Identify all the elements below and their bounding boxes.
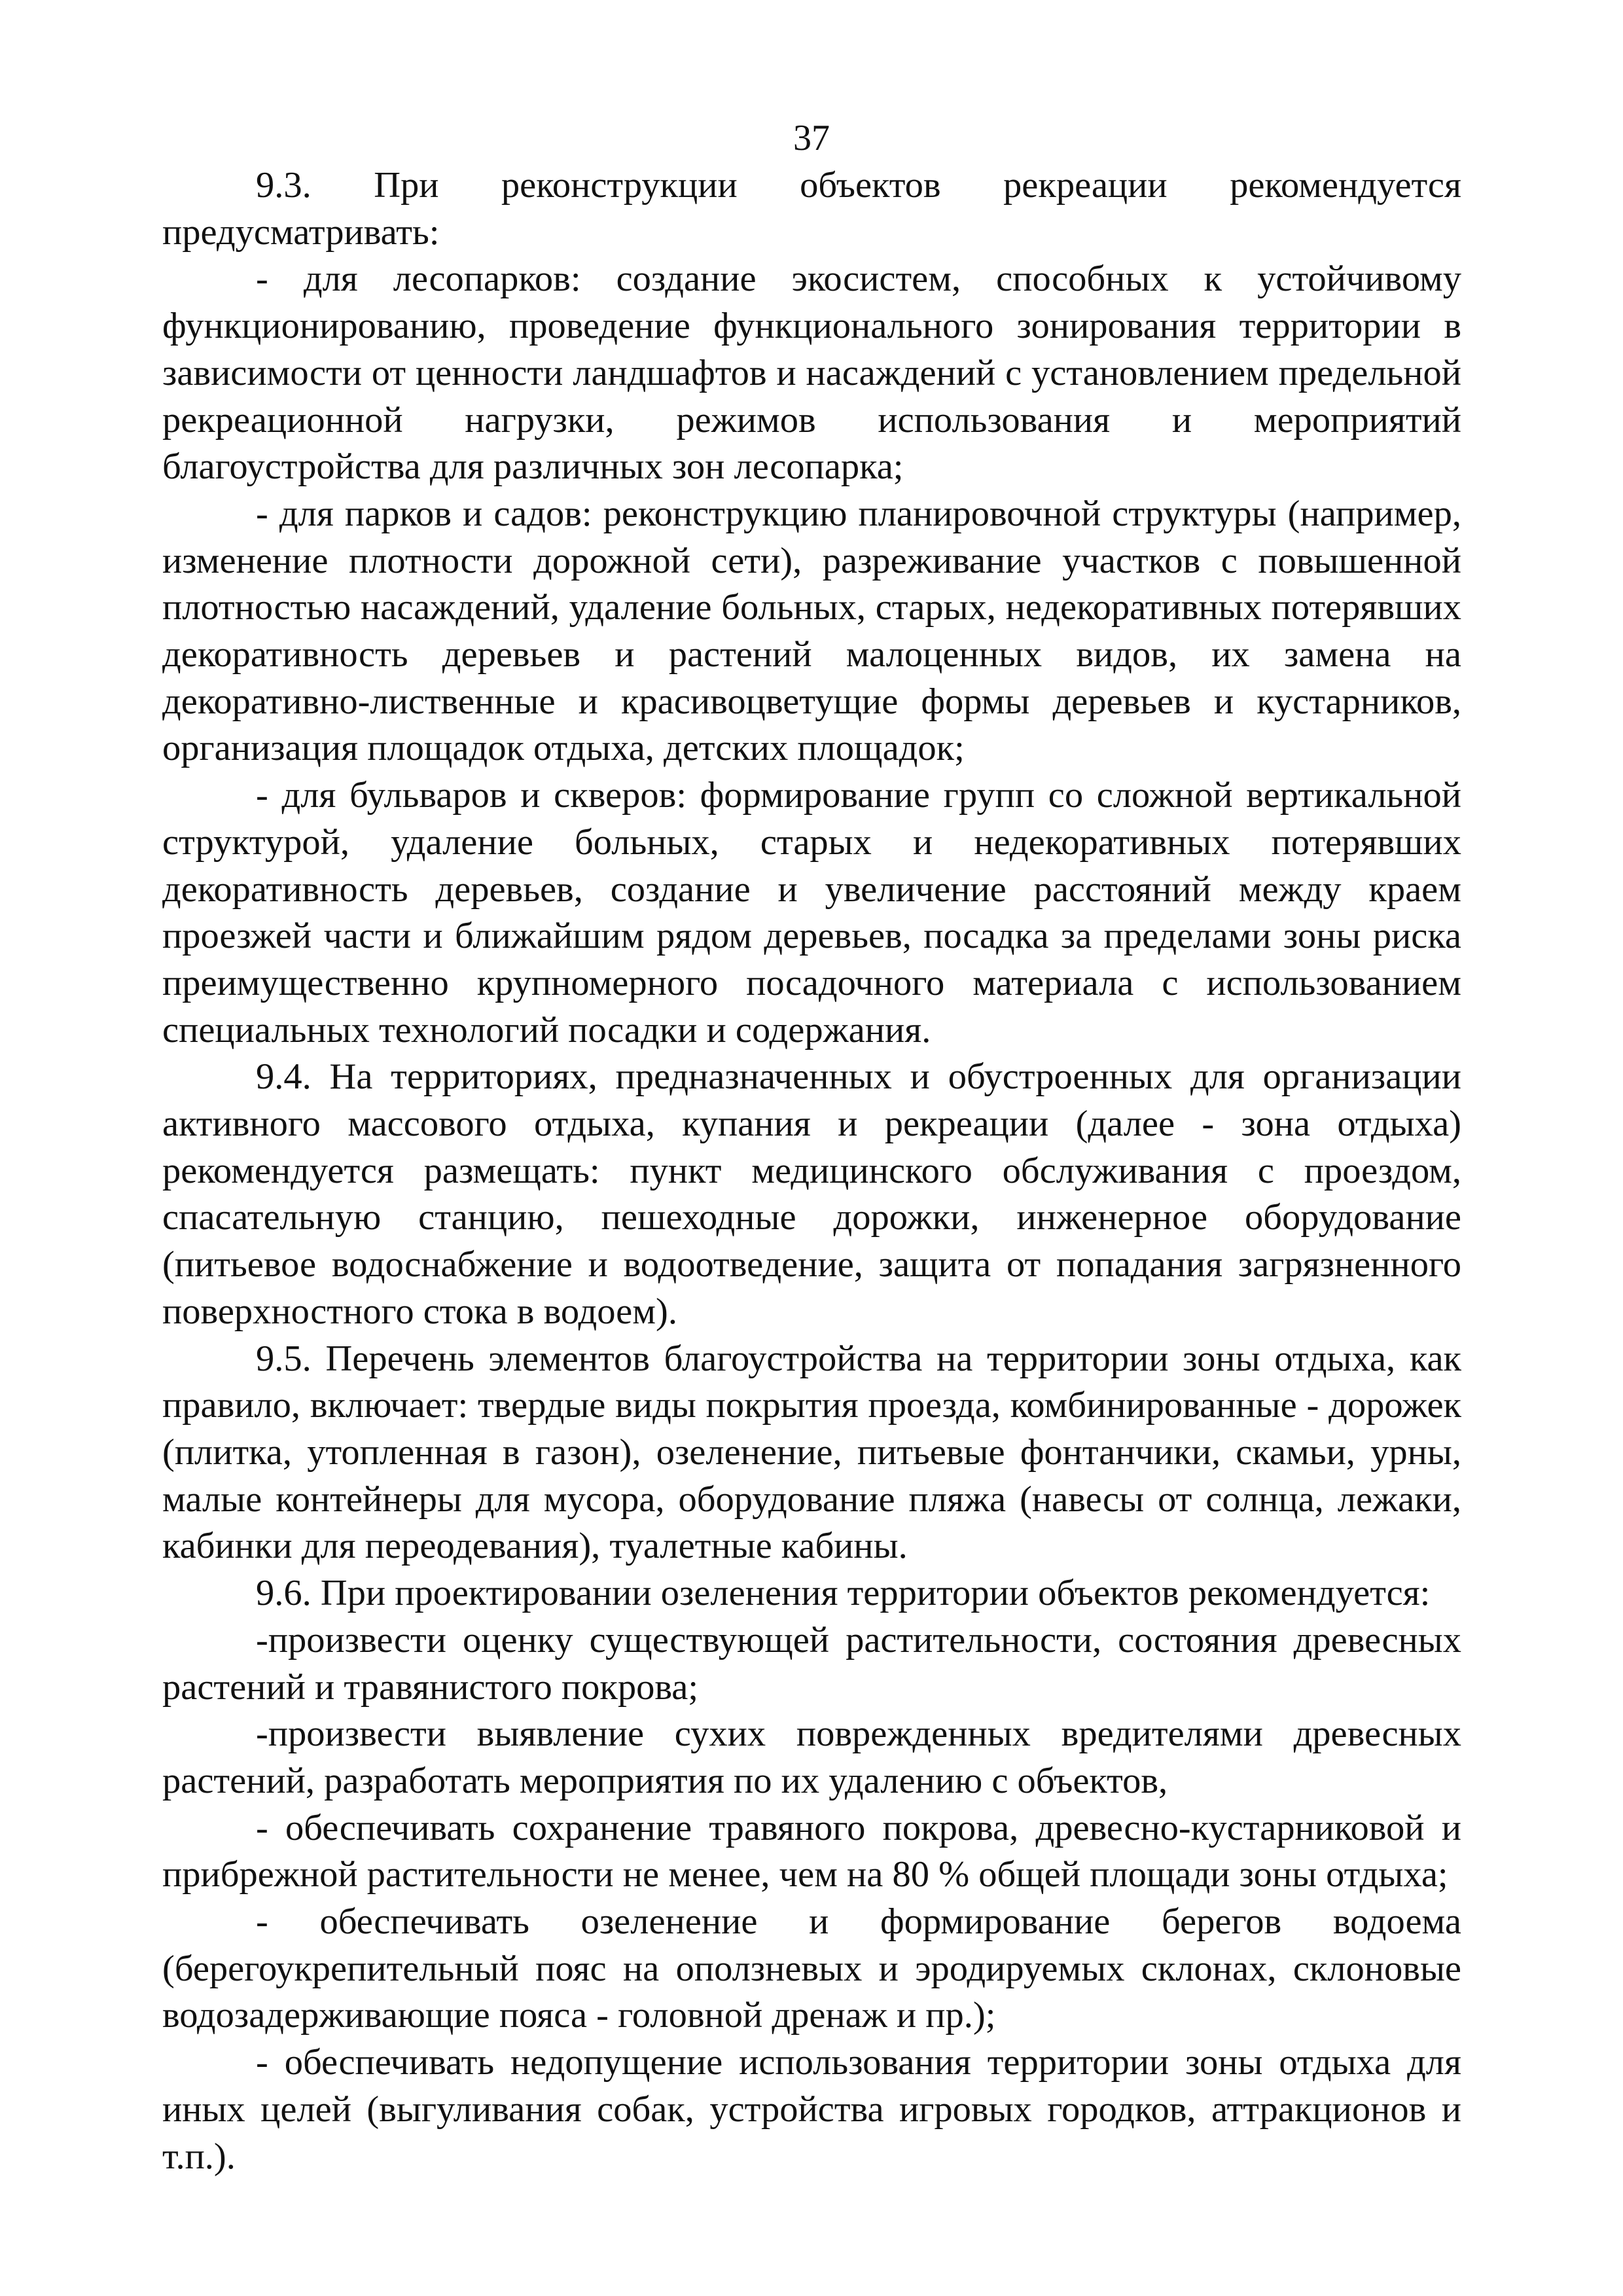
list-item-shore-greening: - обеспечивать озеленение и формирование берегов водоема (берегоукрепительный пояс на оползневых и эродируемых склонах, склоновые водозадерживающие пояса - головной дренаж и пр.); — [162, 1901, 1461, 2036]
page-number: 37 — [793, 118, 830, 158]
paragraph-9-4: 9.4. На территориях, предназначенных и обустроенных для организации активного массового отдыха, купания и рекреации (далее - зона отдыха) рекомендуется размещать: пункт медицинского обслуживания с проездом, спасательную станцию, пешеходные дорожки, инженерное оборудование (питьевое водоснабжение и водоотведение, защита от попадания загрязненного поверхностного стока в водоем). — [162, 1056, 1461, 1332]
list-item-vegetation-assessment: -произвести оценку существующей растительности, состояния древесных растений и травянистого покрова; — [162, 1619, 1461, 1708]
list-item-parks-gardens: - для парков и садов: реконструкцию планировочной структуры (например, изменение плотности дорожной сети), разреживание участков с повышенной плотностью насаждений, удаление больных, старых, недекоративных потерявших декоративность деревьев и растений малоценных видов, их замена на декоративно-лиственные и красивоцветущие формы деревьев и кустарников, организация площадок отдыха, детских площадок; — [162, 493, 1461, 769]
list-item-dry-plants-removal: -произвести выявление сухих поврежденных вредителями древесных растений, разработать мероприятия по их удалению с объектов, — [162, 1713, 1461, 1801]
body-text — [162, 162, 1461, 2180]
list-item-forest-parks: - для лесопарков: создание экосистем, способных к устойчивому функционированию, проведение функционального зонирования территории в зависимости от ценности ландшафтов и насаждений с установлением предельной рекреационной нагрузки, режимов использования и мероприятий благоустройства для различных зон лесопарка; — [162, 259, 1461, 488]
list-item-grass-preservation: - обеспечивать сохранение травяного покрова, древесно-кустарниковой и прибрежной растительности не менее, чем на 80 % общей площади зоны отдыха; — [162, 1807, 1461, 1895]
paragraph-9-3: 9.3. При реконструкции объектов рекреации рекомендуется предусматривать: — [162, 165, 1461, 253]
paragraph-9-6: 9.6. При проектировании озеленения территории объектов рекомендуется: — [256, 1573, 1431, 1614]
paragraph-9-5: 9.5. Перечень элементов благоустройства на территории зоны отдыха, как правило, включает: твердые виды покрытия проезда, комбинированные - дорожек (плитка, утопленная в газон), озеленение, питьевые фонтанчики, скамьи, урны, малые контейнеры для мусора, оборудование пляжа (навесы от солнца, лежаки, кабинки для переодевания), туалетные кабины. — [162, 1338, 1461, 1567]
list-item-boulevards-squares: - для бульваров и скверов: формирование групп со сложной вертикальной структурой, удаление больных, старых и недекоративных потерявших декоративность деревьев, создание и увеличение расстояний между краем проезжей части и ближайшим рядом деревьев, посадка за пределами зоны риска преимущественно крупномерного посадочного материала с использованием специальных технологий посадки и содержания. — [162, 775, 1461, 1050]
list-item-other-use-prevention: - обеспечивать недопущение использования территории зоны отдыха для иных целей (выгуливания собак, устройства игровых городков, аттракционов и т.п.). — [162, 2042, 1461, 2177]
